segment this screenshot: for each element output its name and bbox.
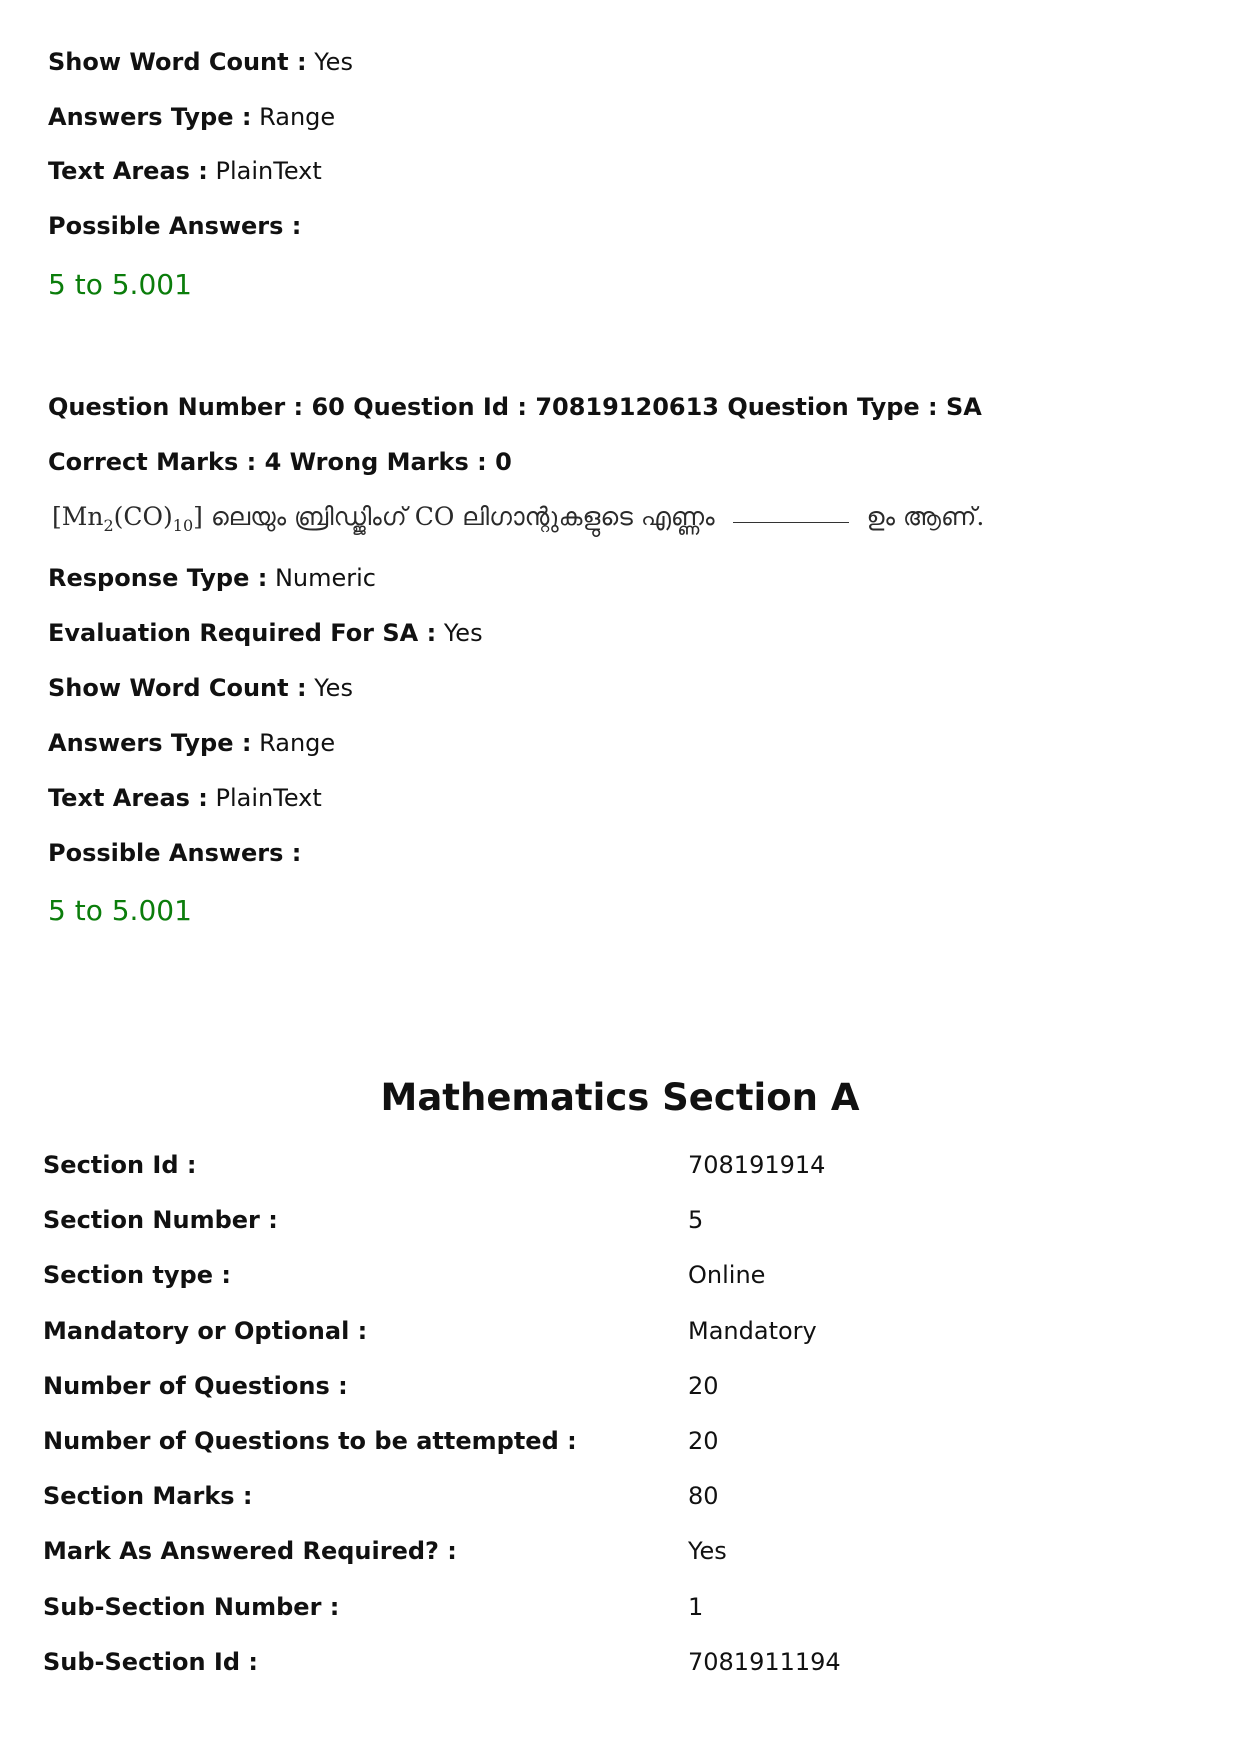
prev-field-possible-answers	[48, 211, 301, 241]
section-row-label: Section Marks :	[43, 1482, 253, 1510]
section-row	[43, 1591, 1203, 1623]
section-row	[43, 1370, 1203, 1402]
field-label: Evaluation Required For SA :	[48, 619, 437, 647]
section-row-value: 5	[688, 1206, 704, 1234]
field-show-word-count	[48, 673, 353, 703]
section-row-value: 1	[688, 1593, 704, 1621]
section-row-label: Number of Questions :	[43, 1372, 348, 1400]
section-row	[43, 1480, 1203, 1512]
answer-blank	[733, 522, 849, 523]
section-row	[43, 1315, 1203, 1347]
prev-field-show-word-count	[48, 47, 353, 77]
formula-mid: (CO)	[113, 502, 173, 531]
section-row-value: 708191914	[688, 1151, 826, 1179]
field-value: Yes	[443, 619, 483, 647]
section-title: Mathematics Section A	[380, 1076, 860, 1119]
question-text-before-blank: ലെയും ബ്രിഡ്ജിംഗ് CO ലിഗാന്റുകളുടെ എണ്ണം	[210, 502, 715, 531]
section-row-label: Number of Questions to be attempted :	[43, 1427, 577, 1455]
section-row-label: Sub-Section Number :	[43, 1593, 340, 1621]
field-value: Numeric	[274, 564, 376, 592]
section-row-value: Mandatory	[688, 1317, 817, 1345]
field-answers-type	[48, 728, 335, 758]
field-value: Yes	[314, 48, 353, 76]
section-row-label: Mark As Answered Required? :	[43, 1537, 457, 1565]
section-row-value: Online	[688, 1261, 766, 1289]
possible-answer: 5 to 5.001	[48, 894, 192, 927]
section-row-value: Yes	[688, 1537, 727, 1565]
prev-field-answers-type	[48, 102, 335, 132]
field-label: Text Areas :	[48, 157, 208, 185]
field-response-type	[48, 563, 376, 593]
field-value: Range	[259, 729, 336, 757]
section-row-value: 20	[688, 1372, 719, 1400]
section-row	[43, 1259, 1203, 1291]
section-row-label: Section Number :	[43, 1206, 278, 1234]
section-row	[43, 1535, 1203, 1567]
section-row-label: Mandatory or Optional :	[43, 1317, 368, 1345]
formula-close: ]	[193, 502, 203, 531]
field-label: Show Word Count :	[48, 674, 307, 702]
field-value: Yes	[314, 674, 353, 702]
formula-open: [Mn	[52, 502, 104, 531]
section-row	[43, 1149, 1203, 1181]
formula-subscript-1: 2	[103, 516, 114, 535]
field-label: Possible Answers :	[48, 212, 302, 240]
section-row-label: Section Id :	[43, 1151, 197, 1179]
question-marks: Correct Marks : 4 Wrong Marks : 0	[48, 448, 512, 476]
question-text-after-blank: ഉം ആണ്.	[866, 502, 985, 531]
section-row-label: Section type :	[43, 1261, 231, 1289]
field-label: Text Areas :	[48, 784, 208, 812]
field-label: Show Word Count :	[48, 48, 307, 76]
field-value: PlainText	[215, 157, 322, 185]
section-row	[43, 1646, 1203, 1678]
field-text-areas	[48, 783, 322, 813]
prev-field-text-areas	[48, 156, 322, 186]
formula-subscript-2: 10	[172, 516, 194, 535]
field-label: Answers Type :	[48, 103, 252, 131]
section-row	[43, 1204, 1203, 1236]
field-value: Range	[259, 103, 336, 131]
field-possible-answers	[48, 838, 301, 868]
section-row-value: 20	[688, 1427, 719, 1455]
field-label: Possible Answers :	[48, 839, 302, 867]
field-label: Answers Type :	[48, 729, 252, 757]
field-evaluation-required	[48, 618, 483, 648]
section-row-label: Sub-Section Id :	[43, 1648, 258, 1676]
field-label: Response Type :	[48, 564, 268, 592]
prev-possible-answer: 5 to 5.001	[48, 268, 192, 301]
section-row-value: 80	[688, 1482, 719, 1510]
question-text	[52, 500, 984, 543]
section-row-value: 7081911194	[688, 1648, 841, 1676]
field-value: PlainText	[215, 784, 322, 812]
section-row	[43, 1425, 1203, 1457]
question-header: Question Number : 60 Question Id : 70819120613 Question Type : SA	[48, 393, 982, 421]
